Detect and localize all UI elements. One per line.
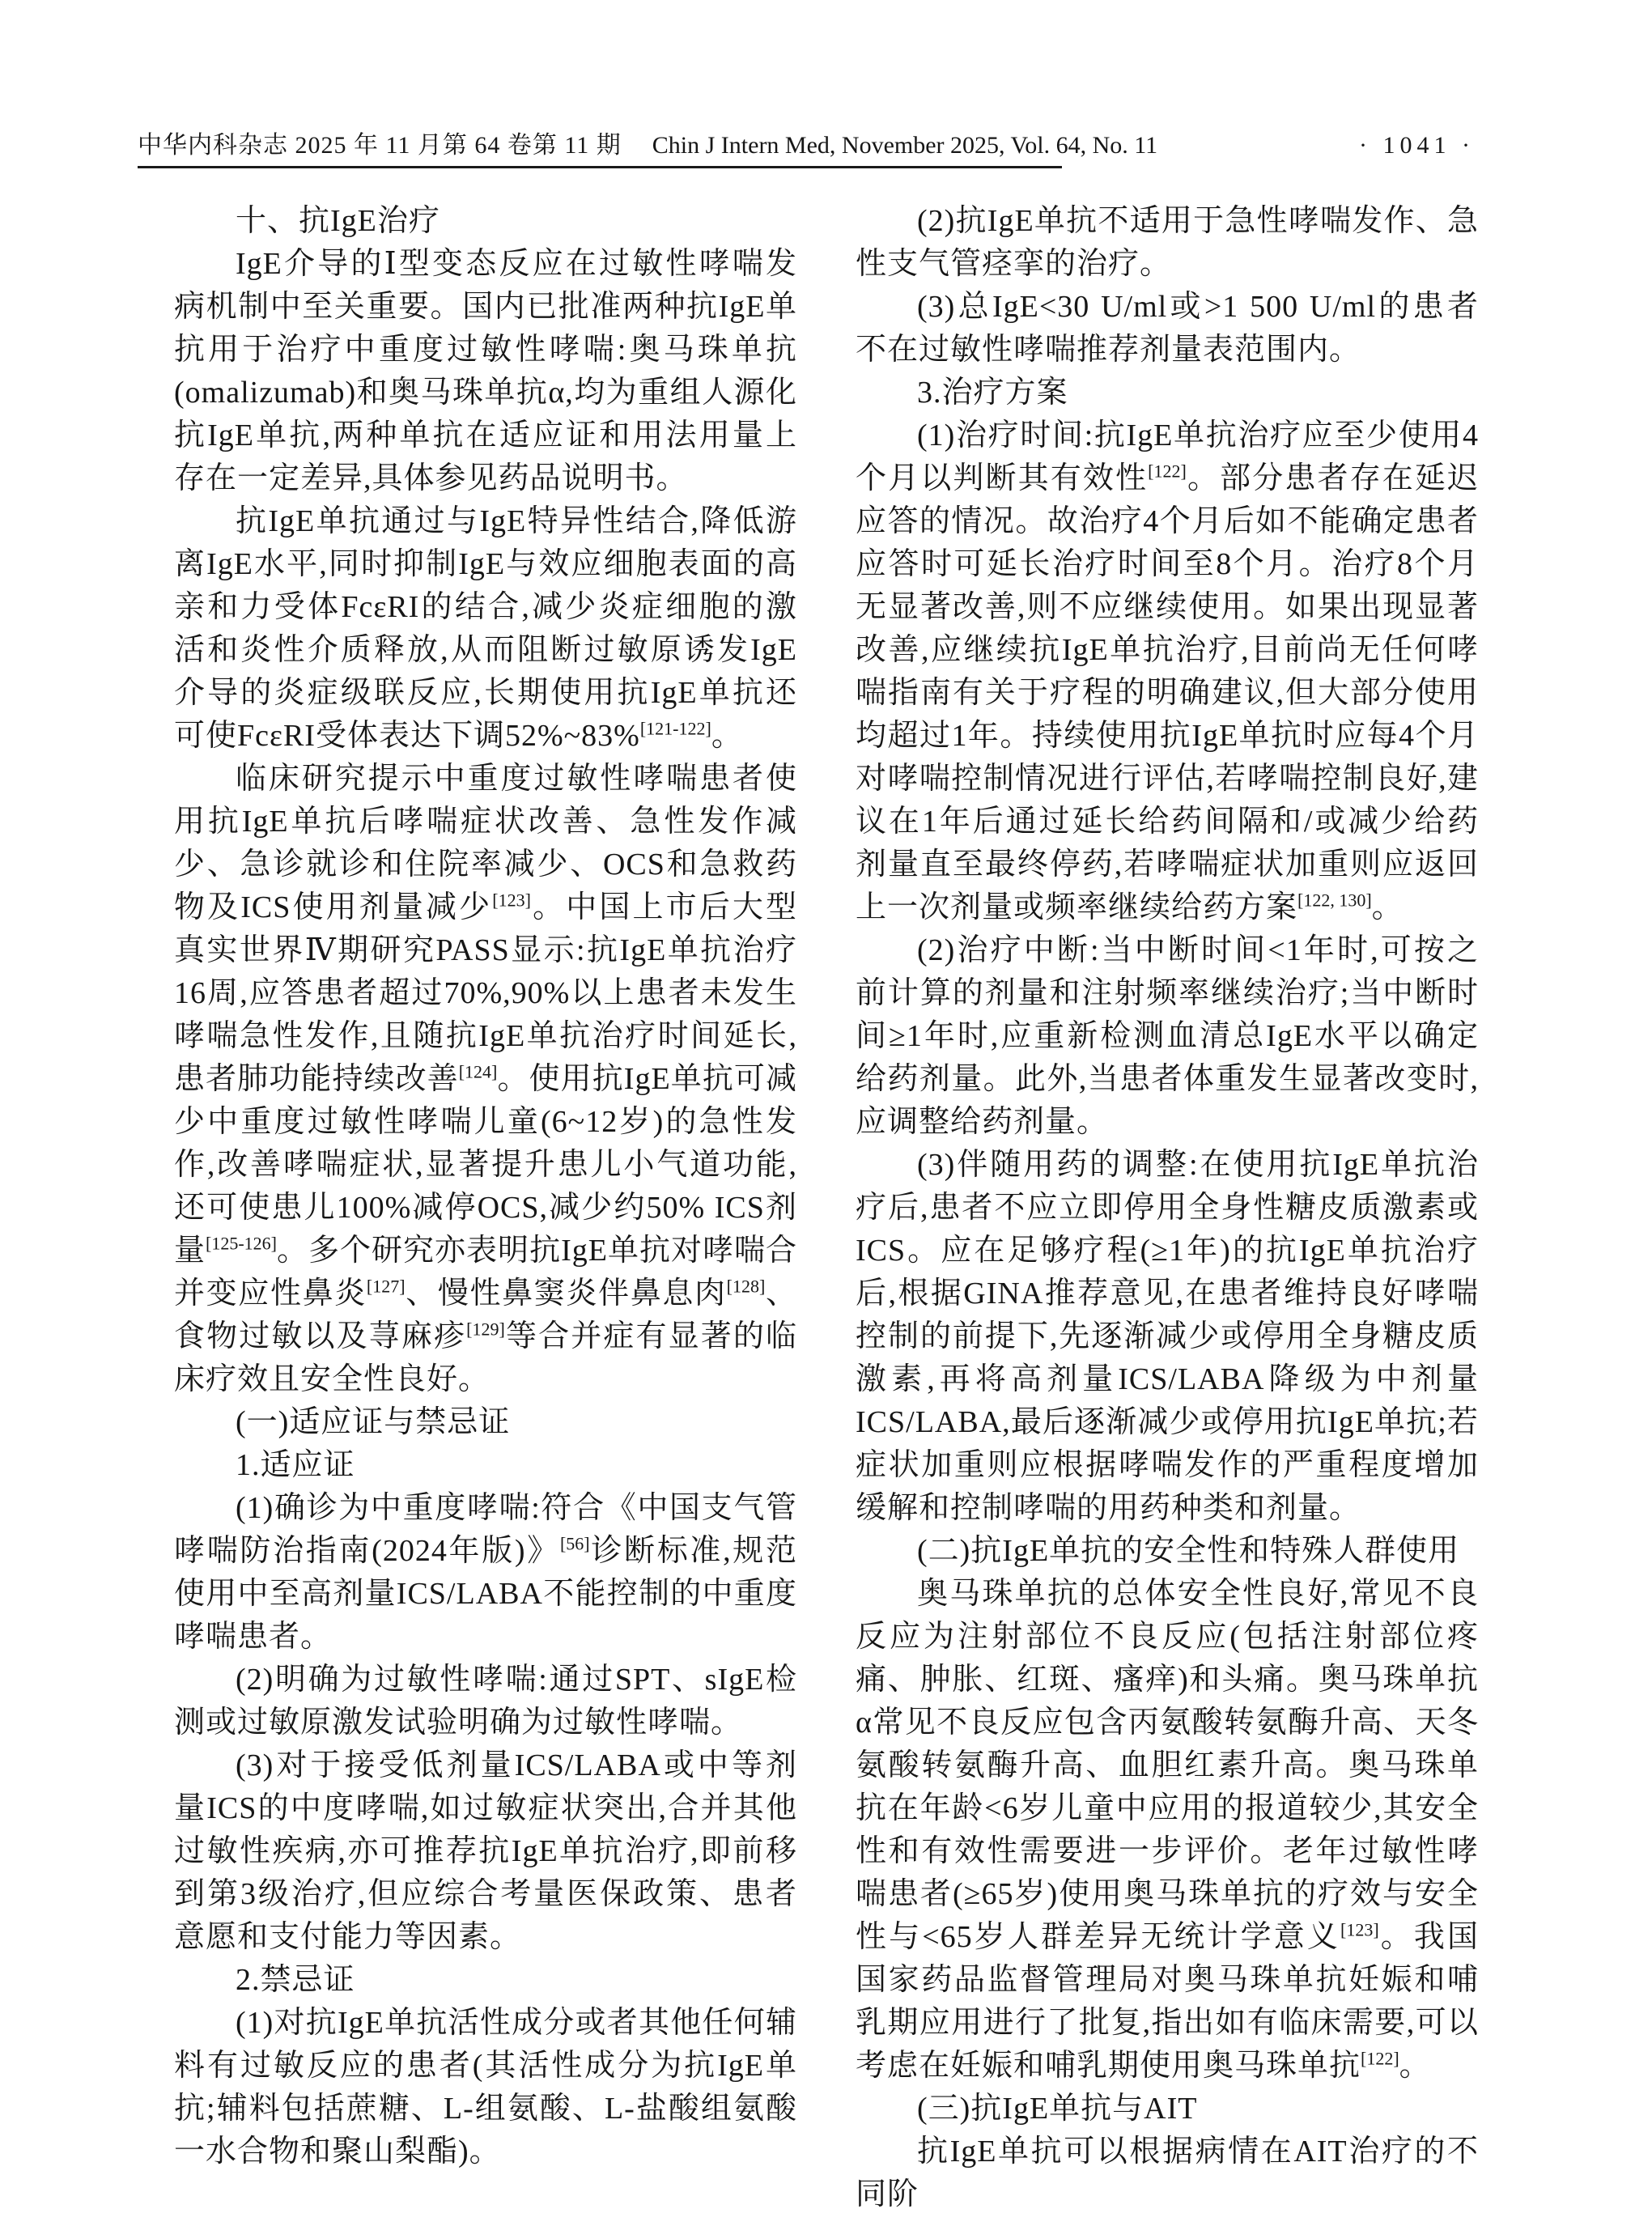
subsection-heading: [174, 1401, 797, 1444]
text-run: 2.禁忌证: [236, 1963, 355, 1997]
reference-superscript: [123]: [492, 890, 531, 911]
paragraph: [174, 500, 797, 758]
text-run: 等合并症有显著的临床疗效且安全性良好。: [174, 1319, 797, 1396]
reference-superscript: [121-122]: [639, 718, 711, 739]
paragraph: [856, 286, 1479, 372]
paragraph: [174, 1744, 797, 1959]
text-run: (3)对于接受低剂量ICS/LABA或中等剂量ICS的中度哮喘,如过敏症状突出,合并其他过敏性疾病,亦可推荐抗IgE单抗治疗,即前移到第3级治疗,但应综合考量医保政策、患者意愿和支付能力等因素。: [174, 1748, 797, 1954]
reference-superscript: [129]: [466, 1319, 505, 1340]
paragraph: [174, 758, 797, 1401]
text-run: 1.适应证: [236, 1448, 355, 1482]
left-column: [174, 200, 797, 2216]
text-run: 3.治疗方案: [917, 376, 1068, 410]
reference-superscript: [122]: [1361, 2048, 1399, 2069]
text-run: (二)抗IgE单抗的安全性和特殊人群使用: [917, 1534, 1460, 1568]
text-run: (2)明确为过敏性哮喘:通过SPT、sIgE检测或过敏原激发试验明确为过敏性哮喘。: [174, 1663, 797, 1740]
text-run: 。我国国家药品监督管理局对奥马珠单抗妊娠和哺乳期应用进行了批复,指出如有临床需要,可以考虑在妊娠和哺乳期使用奥马珠单抗: [856, 1920, 1479, 2083]
text-run: 诊断标准,规范使用中至高剂量ICS/LABA不能控制的中重度哮喘患者。: [174, 1534, 797, 1654]
text-run: (一)适应证与禁忌证: [236, 1405, 511, 1439]
subsection-heading: [174, 1959, 797, 2002]
text-run: (2)治疗中断:当中断时间<1年时,可按之前计算的剂量和注射频率继续治疗;当中断时间≥1年时,应重新检测血清总IgE水平以确定给药剂量。此外,当患者体重发生显著改变时,应调整给药剂量。: [856, 933, 1479, 1139]
text-run: 。中国上市后大型真实世界Ⅳ期研究PASS显示:抗IgE单抗治疗16周,应答患者超过70%,90%以上患者未发生哮喘急性发作,且随抗IgE单抗治疗时间延长,患者肺功能持续改善: [174, 890, 797, 1096]
reference-superscript: [56]: [559, 1533, 590, 1554]
reference-superscript: [125-126]: [206, 1233, 277, 1254]
journal-header-text: [138, 130, 1157, 162]
paragraph: [856, 929, 1479, 1144]
journal-title-cn: 中华内科杂志 2025 年 11 月第 64 卷第 11 期: [138, 132, 622, 159]
reference-superscript: [128]: [726, 1276, 766, 1297]
text-run: (1)治疗时间:抗IgE单抗治疗应至少使用4个月以判断其有效性: [856, 418, 1479, 495]
text-run: (3)伴随用药的调整:在使用抗IgE单抗治疗后,患者不应立即停用全身性糖皮质激素或ICS。应在足够疗程(≥1年)的抗IgE单抗治疗后,根据GINA推荐意见,在患者维持良好哮喘控制的前提下,先逐渐减少或停用全身糖皮质激素,再将高剂量ICS/LABA降级为中剂量ICS/LABA,最后逐渐减少或停用抗IgE单抗;若症状加重则应根据哮喘发作的严重程度增加缓解和控制哮喘的用药种类和剂量。: [856, 1148, 1479, 1525]
right-column: [856, 200, 1479, 2216]
text-run: 。多个研究亦表明抗IgE单抗对哮喘合并变应性鼻炎: [174, 1234, 797, 1311]
text-run: (3)总IgE<30 U/ml或>1 500 U/ml的患者不在过敏性哮喘推荐剂量表范围内。: [856, 290, 1479, 367]
paragraph: [174, 1659, 797, 1744]
subsection-heading: [174, 1444, 797, 1487]
text-run: (1)对抗IgE单抗活性成分或者其他任何辅料有过敏反应的患者(其活性成分为抗IgE单抗;辅料包括蔗糖、L-组氨酸、L-盐酸组氨酸一水合物和聚山梨酯)。: [174, 2006, 797, 2169]
text-run: 抗IgE单抗通过与IgE特异性结合,降低游离IgE水平,同时抑制IgE与效应细胞表面的高亲和力受体FcεRI的结合,减少炎症细胞的激活和炎性介质释放,从而阻断过敏原诱发IgE介导的炎症级联反应,长期使用抗IgE单抗还可使FcεRI受体表达下调52%~83%: [174, 504, 797, 753]
text-run: 奥马珠单抗的总体安全性良好,常见不良反应为注射部位不良反应(包括注射部位疼痛、肿胀、红斑、瘙痒)和头痛。奥马珠单抗α常见不良反应包含丙氨酸转氨酶升高、天冬氨酸转氨酶升高、血胆红素升高。奥马珠单抗在年龄<6岁儿童中应用的报道较少,其安全性和有效性需要进一步评价。老年过敏性哮喘患者(≥65岁)使用奥马珠单抗的疗效与安全性与<65岁人群差异无统计学意义: [856, 1577, 1479, 1954]
text-run: IgE介导的Ⅰ型变态反应在过敏性哮喘发病机制中至关重要。国内已批准两种抗IgE单抗用于治疗中重度过敏性哮喘:奥马珠单抗(omalizumab)和奥马珠单抗α,均为重组人源化抗IgE单抗,两种单抗在适应证和用法用量上存在一定差异,具体参见药品说明书。: [174, 247, 797, 495]
paragraph: [856, 2130, 1479, 2216]
subsection-heading: [856, 372, 1479, 414]
paragraph: [856, 414, 1479, 929]
paragraph: [174, 1487, 797, 1659]
reference-superscript: [122, 130]: [1297, 890, 1372, 911]
page-number: · 1041 ·: [1359, 132, 1475, 159]
text-run: (2)抗IgE单抗不适用于急性哮喘发作、急性支气管痉挛的治疗。: [856, 204, 1479, 281]
text-run: 临床研究提示中重度过敏性哮喘患者使用抗IgE单抗后哮喘症状改善、急性发作减少、急诊就诊和住院率减少、OCS和急救药物及ICS使用剂量减少: [174, 762, 797, 924]
article-body: [174, 200, 1479, 2216]
reference-superscript: [127]: [366, 1276, 406, 1297]
text-run: 。使用抗IgE单抗可减少中重度过敏性哮喘儿童(6~12岁)的急性发作,改善哮喘症状,显著提升患儿小气道功能,还可使患儿100%减停OCS,减少约50% ICS剂量: [174, 1062, 797, 1268]
paragraph: [174, 2002, 797, 2173]
paragraph: [856, 200, 1479, 286]
text-run: 抗IgE单抗可以根据病情在AIT治疗的不同阶: [856, 2135, 1479, 2211]
journal-title-en: Chin J Intern Med, November 2025, Vol. 64, No. 11: [652, 132, 1158, 159]
section-heading: [174, 200, 797, 243]
text-run: 。: [1371, 890, 1404, 924]
reference-superscript: [123]: [1340, 1919, 1379, 1940]
page-header: [138, 130, 1475, 162]
paragraph: [856, 1144, 1479, 1530]
subsection-heading: [856, 1530, 1479, 1573]
subsection-heading: [856, 2088, 1479, 2130]
text-run: 。部分患者存在延迟应答的情况。故治疗4个月后如不能确定患者应答时可延长治疗时间至8个月。治疗8个月无显著改善,则不应继续使用。如果出现显著改善,应继续抗IgE单抗治疗,目前尚无任何哮喘指南有关于疗程的明确建议,但大部分使用均超过1年。持续使用抗IgE单抗时应每4个月对哮喘控制情况进行评估,若哮喘控制良好,建议在1年后通过延长给药间隔和/或减少给药剂量直至最终停药,若哮喘症状加重则应返回上一次剂量或频率继续给药方案: [856, 461, 1479, 924]
reference-superscript: [124]: [458, 1061, 498, 1082]
text-run: (三)抗IgE单抗与AIT: [917, 2092, 1198, 2126]
reference-superscript: [122]: [1148, 461, 1187, 482]
text-run: 、慢性鼻窦炎伴鼻息肉: [405, 1277, 727, 1311]
text-run: 十、抗IgE治疗: [236, 204, 440, 238]
text-run: 。: [1399, 2049, 1431, 2083]
header-rule: [138, 166, 1062, 168]
text-run: (1)确诊为中重度哮喘:符合《中国支气管哮喘防治指南(2024年版)》: [174, 1491, 797, 1568]
text-run: 。: [711, 719, 743, 753]
paragraph: [174, 243, 797, 500]
paragraph: [856, 1573, 1479, 2088]
text-run: 、食物过敏以及荨麻疹: [174, 1277, 797, 1353]
